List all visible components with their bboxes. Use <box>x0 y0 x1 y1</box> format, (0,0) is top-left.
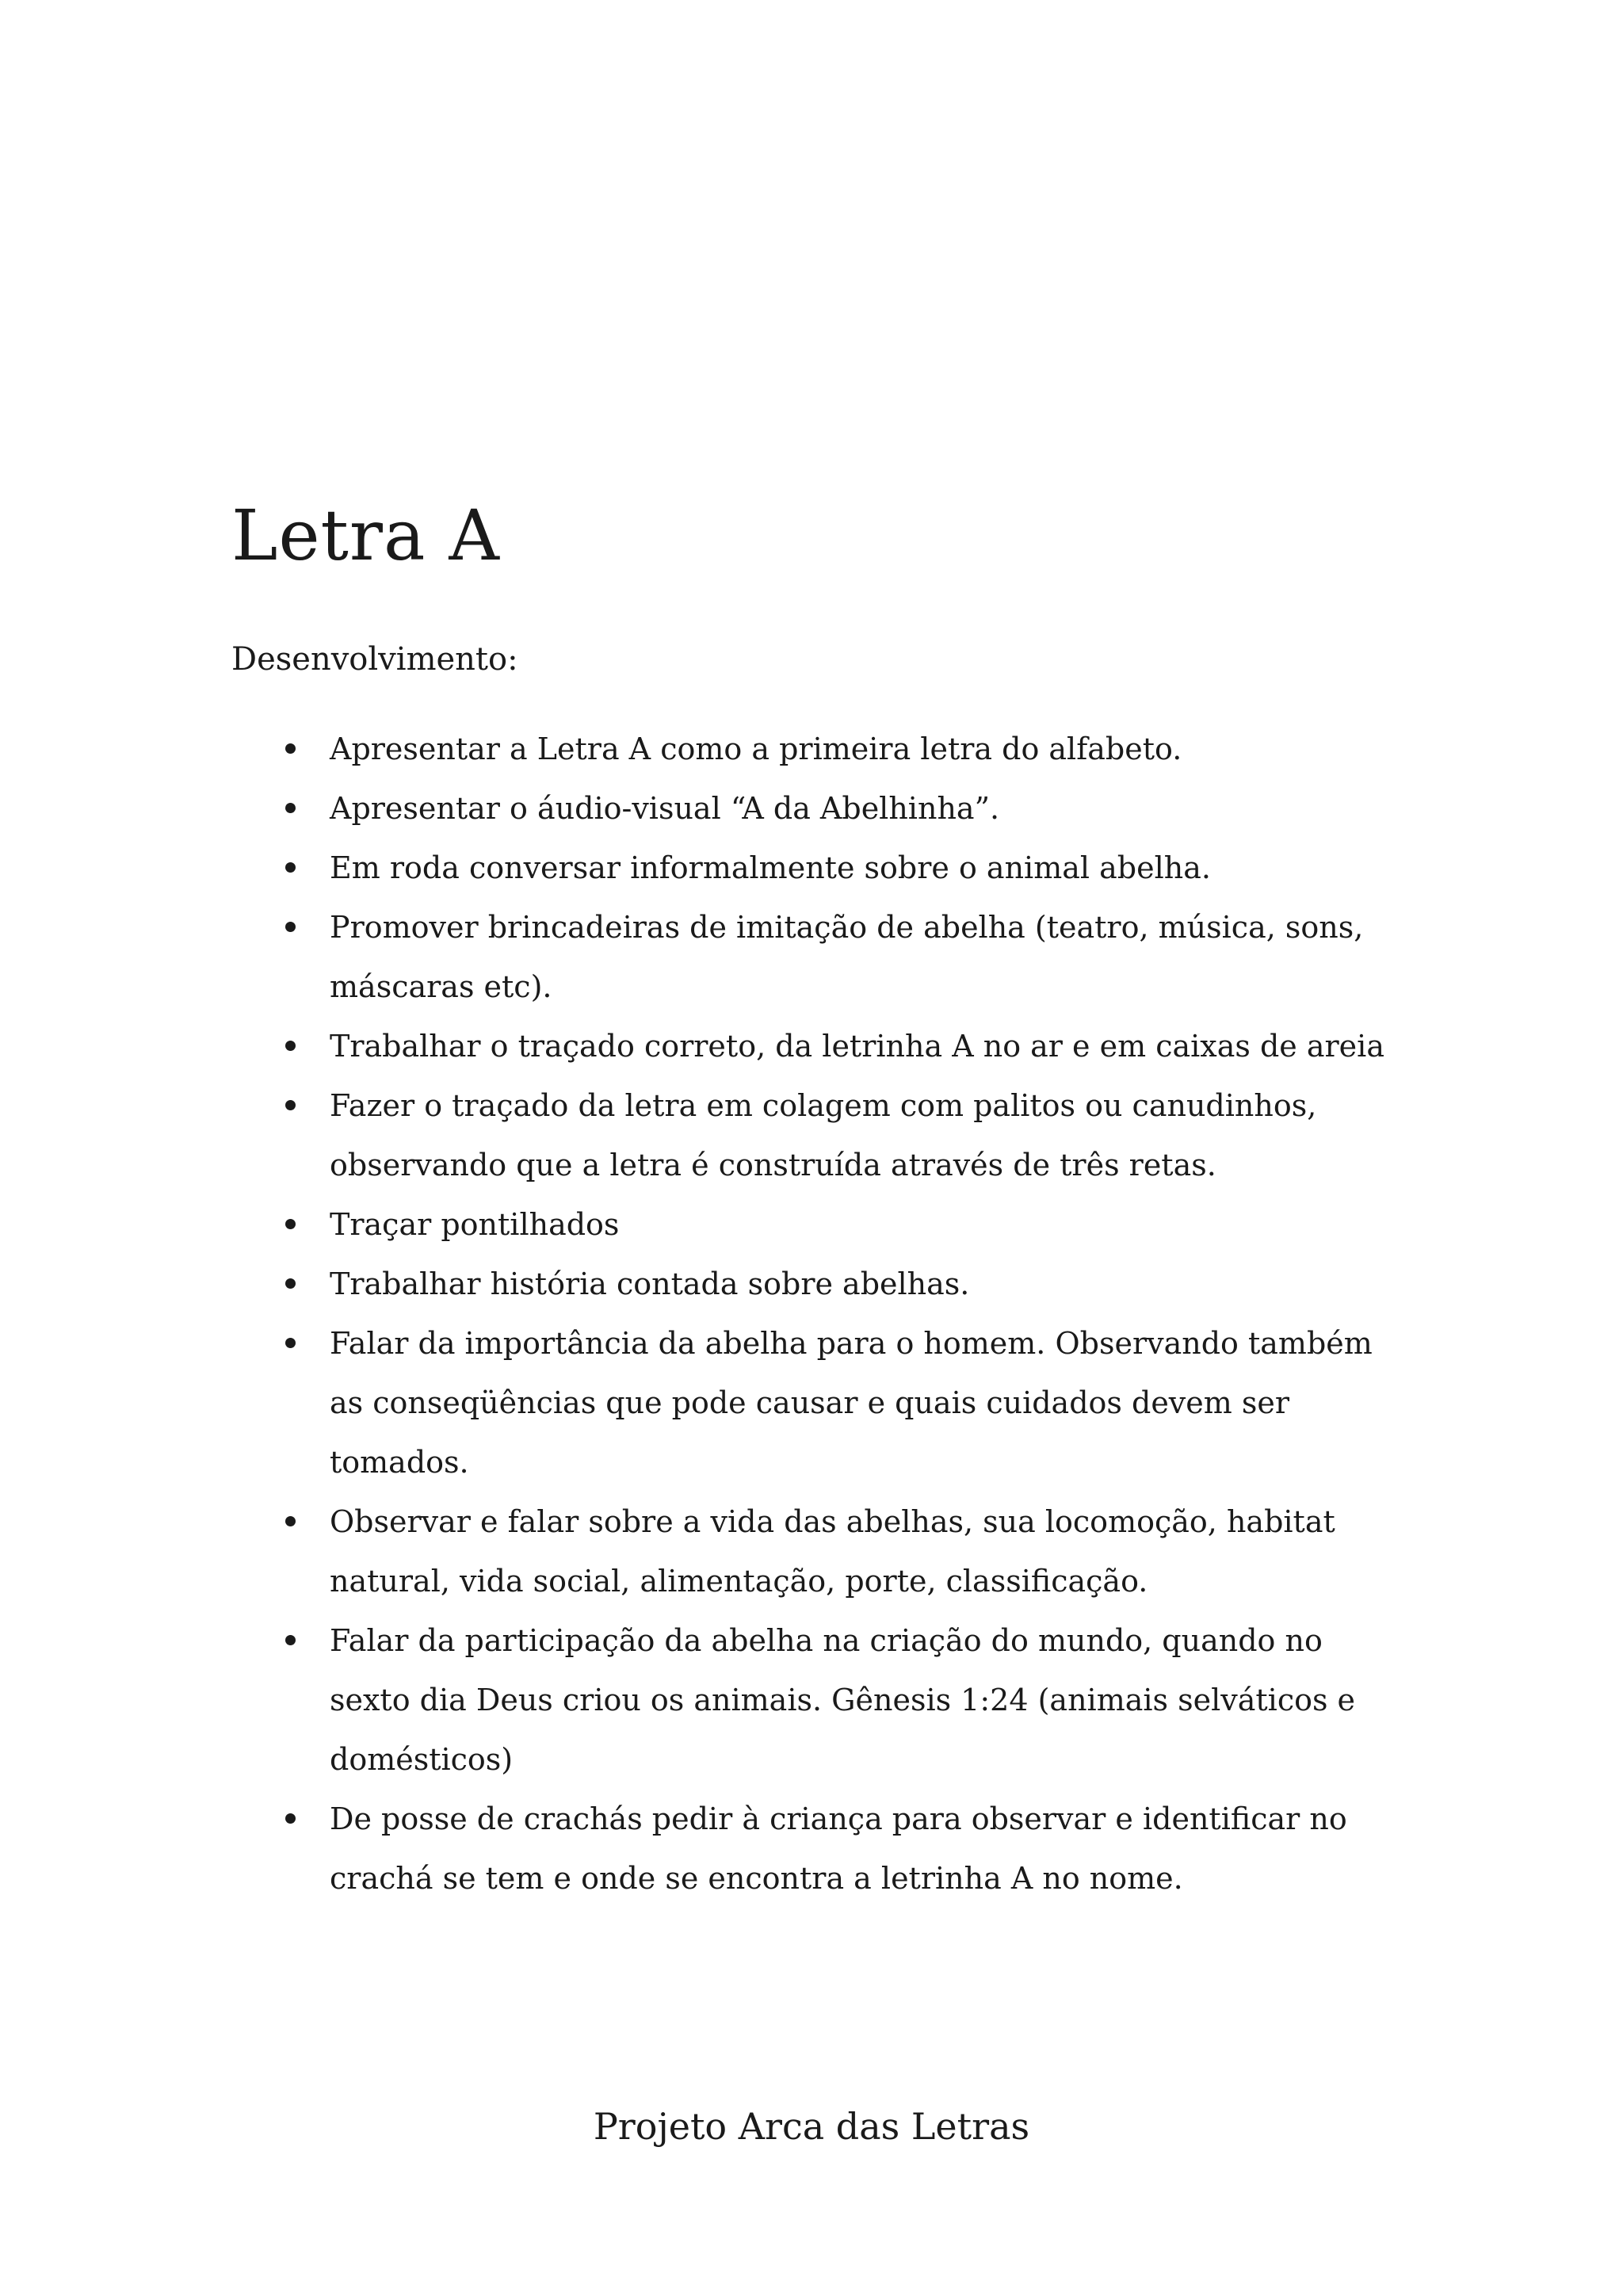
list-item-text: Fazer o traçado da letra em colagem com palitos ou canudinhos, observando que a letra é construída através de três retas. <box>330 1088 1317 1182</box>
bullet-icon <box>285 1100 296 1110</box>
list-item <box>285 779 1395 839</box>
bullet-icon <box>285 862 296 873</box>
list-item <box>285 898 1395 1017</box>
bullet-icon <box>285 1041 296 1051</box>
list-item-text: Falar da importância da abelha para o homem. Observando também as conseqüências que pode causar e quais cuidados devem ser tomados. <box>330 1326 1373 1480</box>
list-item-text: De posse de crachás pedir à criança para observar e identificar no crachá se tem e onde se encontra a letrinha A no nome. <box>330 1801 1347 1896</box>
list-item-text: Falar da participação da abelha na criação do mundo, quando no sexto dia Deus criou os animais. Gênesis 1:24 (animais selváticos e domésticos) <box>330 1623 1356 1777</box>
list-item-text: Observar e falar sobre a vida das abelhas, sua locomoção, habitat natural, vida social, alimentação, porte, classificação. <box>330 1504 1335 1599</box>
bullet-icon <box>285 1338 296 1348</box>
list-item <box>285 1492 1395 1611</box>
list-item-text: Em roda conversar informalmente sobre o animal abelha. <box>330 850 1211 885</box>
bullet-icon <box>285 1516 296 1526</box>
list-item <box>285 1076 1395 1195</box>
list-item-text: Trabalhar história contada sobre abelhas. <box>330 1266 970 1301</box>
list-item <box>285 1314 1395 1492</box>
bullet-icon <box>285 803 296 813</box>
list-item <box>285 1195 1395 1255</box>
list-item-text: Traçar pontilhados <box>330 1207 620 1242</box>
bullet-icon <box>285 1219 296 1229</box>
list-item-text: Apresentar a Letra A como a primeira letra do alfabeto. <box>330 732 1182 766</box>
page-title: Letra A <box>231 495 500 576</box>
list-item <box>285 1255 1395 1314</box>
list-item <box>285 1611 1395 1790</box>
list-item <box>285 1017 1395 1076</box>
list-item-text: Trabalhar o traçado correto, da letrinha A no ar e em caixas de areia <box>330 1029 1384 1064</box>
section-subtitle: Desenvolvimento: <box>231 641 518 678</box>
bullet-icon <box>285 743 296 754</box>
list-item <box>285 839 1395 898</box>
bullet-icon <box>285 1278 296 1289</box>
list-item-text: Apresentar o áudio-visual “A da Abelhinha”. <box>330 791 1000 826</box>
activity-list <box>285 720 1395 1908</box>
list-item <box>285 720 1395 779</box>
bullet-icon <box>285 1635 296 1645</box>
list-item-text: Promover brincadeiras de imitação de abelha (teatro, música, sons, máscaras etc). <box>330 910 1364 1004</box>
bullet-icon <box>285 1813 296 1824</box>
list-item <box>285 1790 1395 1908</box>
page-footer: Projeto Arca das Letras <box>593 2105 1030 2148</box>
bullet-icon <box>285 922 296 932</box>
